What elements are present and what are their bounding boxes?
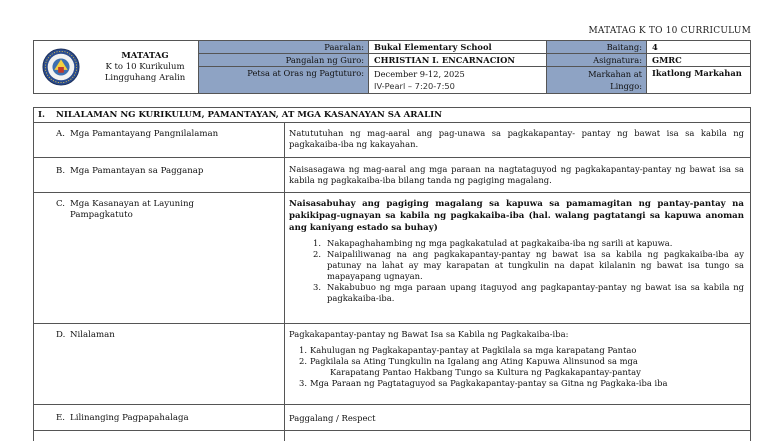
row-pamantayan-sa-pagganap xyxy=(34,158,750,193)
row-c-objectives-list xyxy=(289,238,744,304)
row-next-partial xyxy=(34,431,750,441)
logo-line-2: K to 10 Kurikulum xyxy=(105,62,185,72)
row-kasanayan-at-layunin xyxy=(34,193,750,324)
row-e-label-cell xyxy=(34,405,285,430)
logo-cell xyxy=(34,41,199,93)
petsa-value-cell xyxy=(369,67,547,93)
list-item-text: Naipaliliwanag na ang pagkakapantay-pantay ng bawat isa sa kabila ng pagkakaiba-iba ay patunay na lahat ay may karapatan at tungkulin na dapat kilalanin ng bawat isa tungo sa mapayapang ugnayan. xyxy=(327,249,744,281)
row-c-letter: C. xyxy=(56,199,66,209)
list-item xyxy=(313,249,744,282)
row-b-letter: B. xyxy=(56,166,66,176)
list-item-text: Nakabubuo ng mga paraan upang itaguyod ang pagkapantay-pantay ng bawat isa sa kabila ng pagkakaiba-iba. xyxy=(327,282,744,303)
curriculum-content-table xyxy=(33,107,751,441)
row-e-content: Paggalang / Respect xyxy=(289,413,376,423)
petsa-value: December 9-12, 2025 xyxy=(374,69,465,79)
row-e-letter: E. xyxy=(56,413,66,423)
guro-label: Pangalan ng Guro: xyxy=(199,54,369,67)
row-c-content xyxy=(285,193,750,323)
petsa-label-text: Petsa at Oras ng Pagtuturo: xyxy=(247,68,364,78)
logo-line-3: Lingguhang Aralin xyxy=(104,73,186,83)
section-heading xyxy=(34,108,750,123)
row-pamantayang-pangnilalaman xyxy=(34,123,750,158)
logo-text xyxy=(92,51,198,84)
row-c-label-2: Pampagkatuto xyxy=(70,210,133,220)
list-item-number: 1. xyxy=(313,238,321,248)
list-item-text: Nakapaghahambing ng mga pagkakatulad at pagkakaiba-iba ng sarili at kapuwa. xyxy=(327,238,673,248)
row-f-label-cell xyxy=(34,431,285,441)
row-c-lead: Naisasabuhay ang pagiging magalang sa kapuwa sa pamamagitan ng pantay-pantay na pakikipag-ugnayan sa kabila ng pagkakaiba-iba (hal. walang pagtatangi sa kapuwa anoman ang kaniyang estado sa buhay) xyxy=(289,199,744,233)
row-a-letter: A. xyxy=(56,129,65,139)
list-item xyxy=(299,367,744,378)
row-e-label: Lilinanging Pagpapahalaga xyxy=(70,413,189,423)
row-c-label-1: Mga Kasanayan at Layuning xyxy=(70,199,194,209)
list-item-text: Pagkilala sa Ating Tungkulin na Igalang ang Ating Kapuwa Alinsunod sa mga xyxy=(310,356,638,366)
row-d-letter: D. xyxy=(56,330,66,340)
baitang-value: 4 xyxy=(647,41,750,54)
row-b-content: Naisasagawa ng mag-aaral ang mga paraan na nagtataguyod ng pagkakapantay-pantay ng bawat isa sa kabila ng pagkakaiba-iba bilang tanda ng pagiging magalang. xyxy=(289,164,744,185)
row-d-lead: Pagkakapantay-pantay ng Bawat Isa sa Kabila ng Pagkakaiba-iba: xyxy=(289,329,569,339)
list-item-number: 2. xyxy=(299,356,307,366)
row-nilalaman xyxy=(34,324,750,405)
markahan-label xyxy=(547,67,647,93)
list-item-text: Karapatang Pantao Hakbang Tungo sa Kultura ng Pagkakapantay-pantay xyxy=(330,367,641,377)
petsa-label xyxy=(199,67,369,93)
row-lilinanging-pagpapahalaga xyxy=(34,405,750,431)
row-a-content: Natututuhan ng mag-aaral ang pag-unawa sa pagkakapantay- pantay ng bawat isa sa kabila ng pagkakaiba-iba ng kakayahan. xyxy=(289,128,744,149)
paaralan-value: Bukal Elementary School xyxy=(369,41,547,54)
markahan-label-2: Linggo: xyxy=(610,81,642,91)
row-b-label-cell xyxy=(34,158,285,192)
asignatura-label: Asignatura: xyxy=(547,54,647,67)
lesson-header-table xyxy=(33,40,751,94)
list-item xyxy=(299,378,744,389)
guro-value: CHRISTIAN I. ENCARNACION xyxy=(369,54,547,67)
section-title: NILALAMAN NG KURIKULUM, PAMANTAYAN, AT MGA KASANAYAN SA ARALIN xyxy=(56,110,443,120)
list-item-number: 3. xyxy=(313,282,321,292)
row-d-label-cell xyxy=(34,324,285,404)
markahan-value: Ikatlong Markahan xyxy=(652,68,742,78)
list-item-number: 2. xyxy=(313,249,321,259)
list-item-number: 1. xyxy=(299,345,307,355)
row-d-content xyxy=(285,324,750,404)
row-c-label-cell xyxy=(34,193,285,323)
row-f-content xyxy=(285,431,750,441)
list-item-text: Mga Paraan ng Pagtataguyod sa Pagkakapantay-pantay sa Gitna ng Pagkaka-iba iba xyxy=(310,378,668,388)
list-item-text: Kahulugan ng Pagkakapantay-pantay at Pagkilala sa mga karapatang Pantao xyxy=(310,345,637,355)
list-item xyxy=(313,282,744,304)
markahan-label-1: Markahan at xyxy=(588,69,642,79)
list-item xyxy=(299,356,744,367)
baitang-label: Baitang: xyxy=(547,41,647,54)
list-item xyxy=(313,238,744,249)
row-d-topics-list xyxy=(289,345,744,389)
paaralan-label: Paaralan: xyxy=(199,41,369,54)
deped-seal-icon xyxy=(42,48,80,86)
section-number: I. xyxy=(38,110,46,120)
asignatura-value: GMRC xyxy=(647,54,750,67)
logo-line-1: MATATAG xyxy=(121,51,169,61)
row-d-label: Nilalaman xyxy=(70,330,115,340)
row-b-label: Mga Pamantayan sa Pagganap xyxy=(70,166,204,176)
oras-value: IV-Pearl – 7:20-7:50 xyxy=(374,81,455,91)
row-a-label: Mga Pamantayang Pangnilalaman xyxy=(70,129,219,139)
row-a-label-cell xyxy=(34,123,285,157)
list-item-number: 3. xyxy=(299,378,307,388)
list-item xyxy=(299,345,744,356)
curriculum-title: MATATAG K TO 10 CURRICULUM xyxy=(588,26,751,36)
